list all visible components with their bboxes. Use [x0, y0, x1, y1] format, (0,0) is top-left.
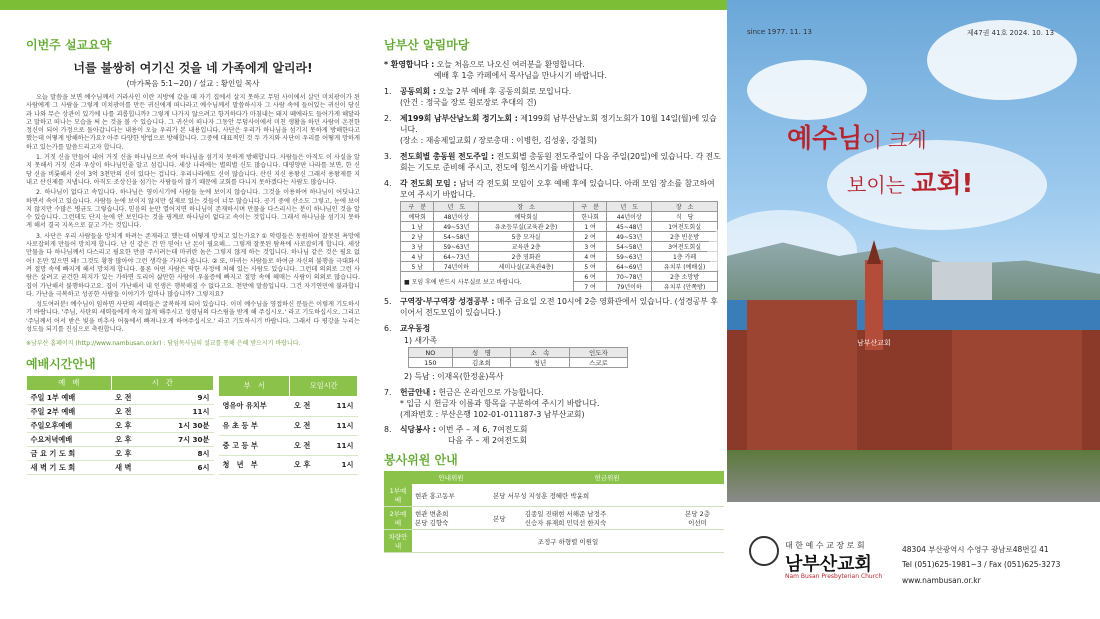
phone: Tel (051)625-1981~3 / Fax (051)625-3273: [902, 560, 1061, 569]
table-row: 주일 1부 예배 오 전 9시: [27, 391, 214, 405]
service-table: 안내위원 헌금위원 1부예배 현관 홍고동부 본당 서무성 지성훈 정혜란 박윤희 2부예배 현관 변춘희 본당 김향숙 본당 김종일 진태현 서해준 남정주 신승자 류재희 민덕선 한지숙 본당 2층 이선미 차량안내 조정구 하형렬 이원일: [384, 471, 724, 553]
table-row: 영유아 유치부 오 전 11시: [219, 397, 358, 417]
table-row: 차량안내 조정구 하형렬 이원일: [384, 530, 724, 553]
table-row: ■ 모임 후에 반드시 사무실로 보고 바랍니다. 6 여 70~78년 2층 소망방: [401, 272, 718, 282]
table-row: 150 김초희 청년 스코로: [409, 358, 628, 368]
cover-photo: [727, 0, 1100, 502]
table-header: 예 배: [27, 376, 112, 391]
table-row: 새 벽 기 도 회 새 벽 6시: [27, 461, 214, 475]
top-green-bar: [0, 0, 727, 10]
website-link[interactable]: www.nambusan.or.kr: [902, 576, 981, 585]
notice-item: 8. 식당봉사 : 이번 주 – 제 6, 7여전도회 다음 주 – 제 2여전도회: [384, 425, 528, 445]
sermon-subtitle: (마가복음 5:1~20) / 설교 : 황인일 목사: [126, 79, 260, 88]
notice-item: 5. 구역장·부구역장 성경공부 : 매주 금요일 오전 10시에 2층 영화관에서 있습니다. (성경공부 후 이어서 전도모임이 있습니다.): [384, 297, 718, 317]
sermon-title: 너를 불쌍히 여기신 것을 네 가족에게 알리라!: [73, 61, 313, 75]
notice-item: 7. 헌금안내 : 헌금은 온라인으로 가능합니다. * 입금 시 헌금자 이름과 항목을 구분하여 주시기 바랍니다. (계좌번호 : 부산은행 102-01-011187-3 남부산교회): [384, 388, 600, 419]
new-family-label: 1) 새가족: [404, 336, 438, 345]
sermon-column: [0, 10, 370, 619]
notice-column: [378, 10, 727, 619]
notice-item: 3. 전도회별 총동원 전도주일 : 전도회별 총동원 전도주일이 다음 주일(20일)에 있습니다. 각 전도회는 기도로 준비해 주시고, 전도에 힘쓰시기를 바랍니다.: [384, 152, 721, 172]
table-row: 예닥회 48년이상 예닥회실 한나회 44년이상 식 당: [401, 212, 718, 222]
table-row: 청 년 부 오 후 1시: [219, 455, 358, 475]
evangelism-table: 구 분 년 도 장 소 구 분 년 도 장 소 예닥회 48년이상 예닥회실 한나회 44년이상 식 당 1 남 49~53년 유초등부실(교육관 2층) 1 여 45~48년 1여전도회실 2 남 54~58년 5층 모자실 2 여 49~53년 2층 빈운방 3 남 59~63년 교육관 2층 3 여 54~58년 3여전도회실 4 남 64~73년 2층 영화관 4 여 59~63년 1층 카페 5 남 74년이하 세미나실(교육관4층) 5 여 64~69년 유치부 (예배실) ■ 모임 후에 반드시 사무실로 보고 바랍니다. 6 여 70~78년 2층 소망방 7 여 79년이하 유치부 (안쪽방): [400, 201, 718, 292]
sermon-paragraph: 2. 하나님이 없다고 속입니다. 하나님은 영이시기에 사람들 눈에 보이지 않습니다. 그것을 이용하여 하나님이 어딧냐고 하면서 속이고 있습니다. 사람들 눈에 보이지 않지만 실제로 있는 것들이 너무 많습니다. 공기 중에 산소도 그렇고, 눈에 보이지 않지만 수많은 병균도 그렇습니다. 믿음의 눈만 열어지면 하나님이 존재하시며 만물을 다스리시는 분이 하나님인 것을 알 수 있습니다. 그런데도 단지 눈에 안 보인다는 것을 핑계로 하나님이 없다고 속이는 것입니다. 그래서 하나님을 섬기지 못하게 해서 결국 지옥으로 끌고 가는 것입니다.: [26, 189, 360, 230]
cover-column: [727, 0, 1100, 619]
table-row: 2 남 54~58년 5층 모자실 2 여 49~53년 2층 빈운방: [401, 232, 718, 242]
notice-item: 4. 각 전도회 모임 : 남녀 각 전도회 모임이 오후 예배 후에 있습니다. 아래 모임 장소를 참고하여 모여 주시기 바랍니다.: [384, 179, 715, 199]
table-row: 중 고 등 부 오 전 11시: [219, 436, 358, 456]
schedule-title: 예배시간안내: [26, 357, 96, 372]
table-row: 3 남 59~63년 교육관 2층 3 여 54~58년 3여전도회실: [401, 242, 718, 252]
table-row: 주일오후예배 오 후 1시 30분: [27, 419, 214, 433]
table-header: 부 서: [219, 376, 290, 397]
table-header: 시 간: [111, 376, 213, 391]
table-row: 1부예배 현관 홍고동부 본당 서무성 지성훈 정혜란 박윤희: [384, 484, 724, 507]
table-row: 2부예배 현관 변춘희 본당 김향숙 본당 김종일 진태현 서해준 남정주 신승자 류재희 민덕선 한지숙 본당 2층 이선미: [384, 507, 724, 530]
table-row: 수요저녁예배 오 후 7시 30분: [27, 433, 214, 447]
table-row: 7 여 79년이하 유치부 (안쪽방): [401, 282, 718, 292]
table-row: 유 초 등 부 오 전 11시: [219, 416, 358, 436]
table-row: 주일 2부 예배 오 전 11시: [27, 405, 214, 419]
sermon-paragraph: 성도여러분! 예수님이 임하면 사단의 세력들은 굴복하게 되어 있습니다. 이미 예수님을 영접하신 분들은 이렇게 기도하시기 바랍니다. '주님, 사탄의 세력들에게 속지 않게 해주시고 성령님의 다스림을 받게 해 주십시오.' 라고 기도하십시오. 그리고 '주님께서 어서 받은 빛을 비추사 어둠에서 빠져나오게 하여주십시오.' 라고 기도하시기 바랍니다. 그래서 다 평강을 누리는 성도들 되기를 진심으로 축원합니다.: [26, 301, 360, 334]
table-row: 5 남 74년이하 세미나실(교육관4층) 5 여 64~69년 유치부 (예배실): [401, 262, 718, 272]
church-sign: 남부산교회: [857, 339, 891, 347]
sermon-paragraph: 오늘 말씀을 보면 예수님께서 거라사인 이란 지방에 갔을 때 자기 집에서 살지 못하고 무덤 사이에서 살던 미치광이가 된 사람에게 그 사람을 그렇게 미치광이를 만든 귀신에게 떠나라고 예수님께서 말씀하시자 그 사람 속에 들어있는 귀신이 당신과 나와 무슨 상관이 있기에 나를 괴롭힙니까? 그렇게 나가지 않으려고 항거하다가 마침내는 돼지 떼에라도 들어가게 해달라고 말하고 떠나는 모습을 써 논 것을 볼 수 있습니다. 그 귀신이 떠나자 그동안 무덤사이에서 미친 생활을 하던 사람이 온전한 정신이 되어 가정으로 돌아갑니다는 내용이 오늘 우리가 본 내용입니다. 사단은 우리가 하나님을 섬기지 못하게 방해한다고 했는데 어떻게 방해하는가요? 아주 다양한 방법으로 방해합니다. 그중에 대표적인 것 두 가지와 사단이 우리를 어떻게 망하게 하고 있는가를 말씀드리고자 합니다.: [26, 94, 360, 151]
table-row: 1 남 49~53년 유초등부실(교육관 2층) 1 여 45~48년 1여전도회실: [401, 222, 718, 232]
table-row: 4 남 64~73년 2층 영화관 4 여 59~63년 1층 카페: [401, 252, 718, 262]
new-family-table: NO 성 명 소 속 인도자 150 김초희 청년 스코로: [408, 347, 628, 368]
sermon-paragraph: 1. 거짓 신을 만들어 내어 거짓 신을 하나님으로 속여 하나님을 섬기지 못하게 방해합니다. 사람들은 아직도 이 사실을 알지 못해서 거짓 신과 우상이 하나님인줄 알고 섬깁니다. 세상 나라에는 별의별 신도 많습니다. 대평양판 나라를 보면, 한 신 당 신을 비롯해서 신이 3억 3천만의 신이 있다는 겁니다. 우리나라에도 신이 많습니다. 산신 지신 용왕신 그래서 용왕제를 지내고 산신제를 지냅니다. 아직도 조상신을 섬기는 사람들이 많기 때문에 교회를 다니지 못하겠다는 사람도 많습니다.: [26, 154, 360, 186]
denomination: 대 한 예 수 교 장 로 회: [785, 541, 865, 550]
church-name-en: Nam Busan Presbyterian Church: [785, 573, 883, 580]
since-date: since 1977. 11. 13: [747, 28, 812, 36]
church-name: 남부산교회: [785, 554, 872, 575]
department-table: [218, 375, 358, 475]
service-title: 봉사위원 안내: [384, 453, 458, 467]
worship-table: [26, 375, 214, 475]
notice-item: 1. 공동의회 : 오늘 2부 예배 후 공동의회로 모입니다. (안건 : 정국을 장로 원로장로 추대의 건): [384, 87, 572, 107]
birth-notice: 2) 득남 : 이재욱(한정윤)목사: [404, 372, 504, 381]
sermon-footnote: ※남부산 홈페이지 (http://www.nambusan.or.kr) : 담임목사님의 설교를 통해 은혜 받으시기 바랍니다.: [26, 340, 301, 348]
address: 48304 부산광역시 수영구 광남로48번길 41: [902, 545, 1049, 554]
slogan-line-1: 예수님이 크게: [787, 124, 927, 154]
slogan-line-2: 보이는 교회!: [847, 169, 974, 199]
issue-info: 제47권 41호 2024. 10. 13: [967, 29, 1055, 37]
sermon-paragraph: 3. 사단은 우리 사람들을 망치게 하려는 존재라고 했는데 어떻게 망치고 있는가요? ① 악령들은 동원하여 잘못된 욕망에 사로잡히게 만들어 망치게 합니다. 난 신 같은 건 안 믿어! 난 돈이 필요해... 그렇게 잘못된 탐욕에 사로잡히게 합니다. 세상 만물을 다 하나님께서 다스리고 필요한 만큼 주시려는데 마귀란 놈은 그렇지 않게 하는 것입니다. 하나님 같은 것은 필요 없어! 돈만 있으면 돼! 그것도 황창 많아야 그런 생각을 가지다 옵니다. ② 또, 마귀는 사람들로 하여금 자신의 불행을 극대화시켜 절망 속에 빠지게 해서 망치게 합니다. 물론 어떤 사람은 딱한 사정에 처해 있는 사람도 있습니다. 그런데 의외로 그런 사람은 살려고 굳건한 의지가 있는 가하면 도리어 삶만한 사람이 우울증에 빠지고 절망 속에 헤매는 사람이 의외로 많습니다. 집이 가난해서 불행하다고요. 집이 가난해서 내 인생은 행복해질 수 없다고요. 천만에 말씀입니다. 그건 자기연민에 불과합니다. 가난을 극복하고 성공한 사람들 이야기가 얼마나 많습니까? 그렇지요?: [26, 232, 360, 298]
church-logo-icon: [749, 536, 779, 566]
notice-item: 6. 교우동정: [384, 324, 431, 333]
table-header: 모임시간: [290, 376, 358, 397]
table-row: 금 요 기 도 회 오 후 8시: [27, 447, 214, 461]
notice-section-title: 남부산 알림마당: [384, 38, 470, 52]
sermon-section-title: 이번주 설교요약: [26, 38, 112, 52]
schedule-tables: [26, 375, 360, 475]
welcome-notice: * 환영합니다 : 오늘 처음으로 나오신 여러분을 환영합니다. 예배 후 1층 카페에서 목사님을 만나시기 바랍니다.: [384, 60, 607, 80]
notice-item: 2. 제199회 남부산남노회 정기노회 : 제199회 남부산남노회 정기노회가 10월 14일(월)에 있습니다. (장소 : 재송제일교회 / 장로총대 : 이병헌, 김성웅, 강철희): [384, 114, 717, 145]
